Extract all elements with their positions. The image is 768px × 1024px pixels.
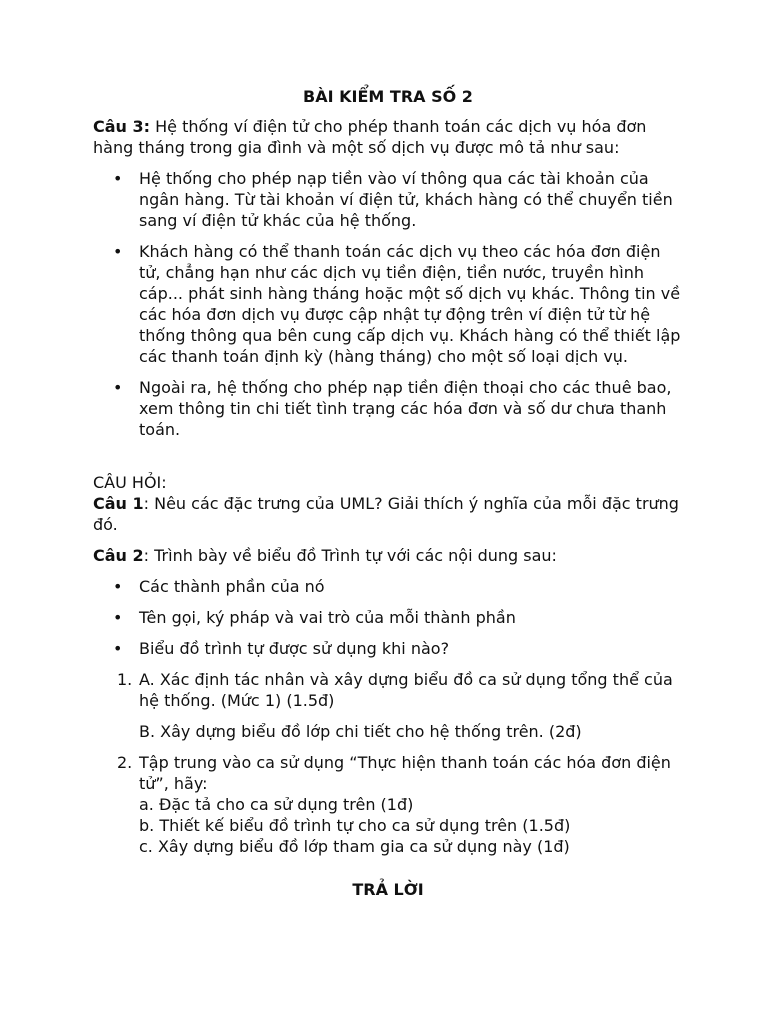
question-3-intro [93,116,683,158]
task-2-sub-b: b. Thiết kế biểu đồ trình tự cho ca sử dụng trên (1.5đ) [139,816,571,835]
list-item: • Hệ thống cho phép nạp tiền vào ví thông qua các tài khoản của ngân hàng. Từ tài khoản ví điện tử, khách hàng có thể chuyển tiền sang ví điện tử khác của hệ thống. [93,168,683,231]
question-2-text: : Trình bày về biểu đồ Trình tự với các nội dung sau: [143,546,557,565]
task-1-part-a: A. Xác định tác nhân và xây dựng biểu đồ ca sử dụng tổng thể của hệ thống. (Mức 1) (1.5đ) [139,670,673,710]
question-1-text: : Nêu các đặc trưng của UML? Giải thích ý nghĩa của mỗi đặc trưng đó. [93,494,679,534]
question-2 [93,545,683,566]
question-2-label: Câu 2 [93,546,144,565]
list-item: • Khách hàng có thể thanh toán các dịch vụ theo các hóa đơn điện tử, chẳng hạn như các dịch vụ tiền điện, tiền nước, truyền hình cáp... phát sinh hàng tháng hoặc một số dịch vụ khác. Thông tin về các hóa đơn dịch vụ được cập nhật tự động trên ví điện tử từ hệ thống thông qua bên cung cấp dịch vụ. Khách hàng có thể thiết lập các thanh toán định kỳ (hàng tháng) cho một số loại dịch vụ. [93,241,683,367]
task-1-part-b: B. Xây dựng biểu đồ lớp chi tiết cho hệ thống trên. (2đ) [139,722,582,741]
document-title: BÀI KIỂM TRA SỐ 2 [303,87,473,106]
task-2-sub-a: a. Đặc tả cho ca sử dụng trên (1đ) [139,795,414,814]
answer-heading: TRẢ LỜI [352,880,424,899]
system-description-list [93,168,683,450]
task-list [93,669,683,857]
question-1-label: Câu 1 [93,494,144,513]
task-item-2 [93,752,683,857]
task-number: 1. [117,670,133,689]
task-2-sub-c: c. Xây dựng biểu đồ lớp tham gia ca sử dụng này (1đ) [139,837,570,856]
task-2-intro: Tập trung vào ca sử dụng “Thực hiện thanh toán các hóa đơn điện tử”, hãy: [139,753,671,793]
list-item: • Ngoài ra, hệ thống cho phép nạp tiền điện thoại cho các thuê bao, xem thông tin chi tiết tình trạng các hóa đơn và số dư chưa thanh toán. [93,377,683,440]
question-3-label: Câu 3: [93,117,151,136]
question-3-text: Hệ thống ví điện tử cho phép thanh toán các dịch vụ hóa đơn hàng tháng trong gia đình và một số dịch vụ được mô tả như sau: [93,117,647,157]
question-2-items [93,576,683,669]
question-1 [93,493,683,535]
questions-section [93,472,683,535]
task-number: 2. [117,753,133,772]
questions-heading: CÂU HỎI: [93,473,167,492]
task-item-1 [93,669,683,742]
list-item: • Các thành phần của nó [93,576,683,597]
list-item: • Biểu đồ trình tự được sử dụng khi nào? [93,638,683,659]
list-item: • Tên gọi, ký pháp và vai trò của mỗi thành phần [93,607,683,628]
